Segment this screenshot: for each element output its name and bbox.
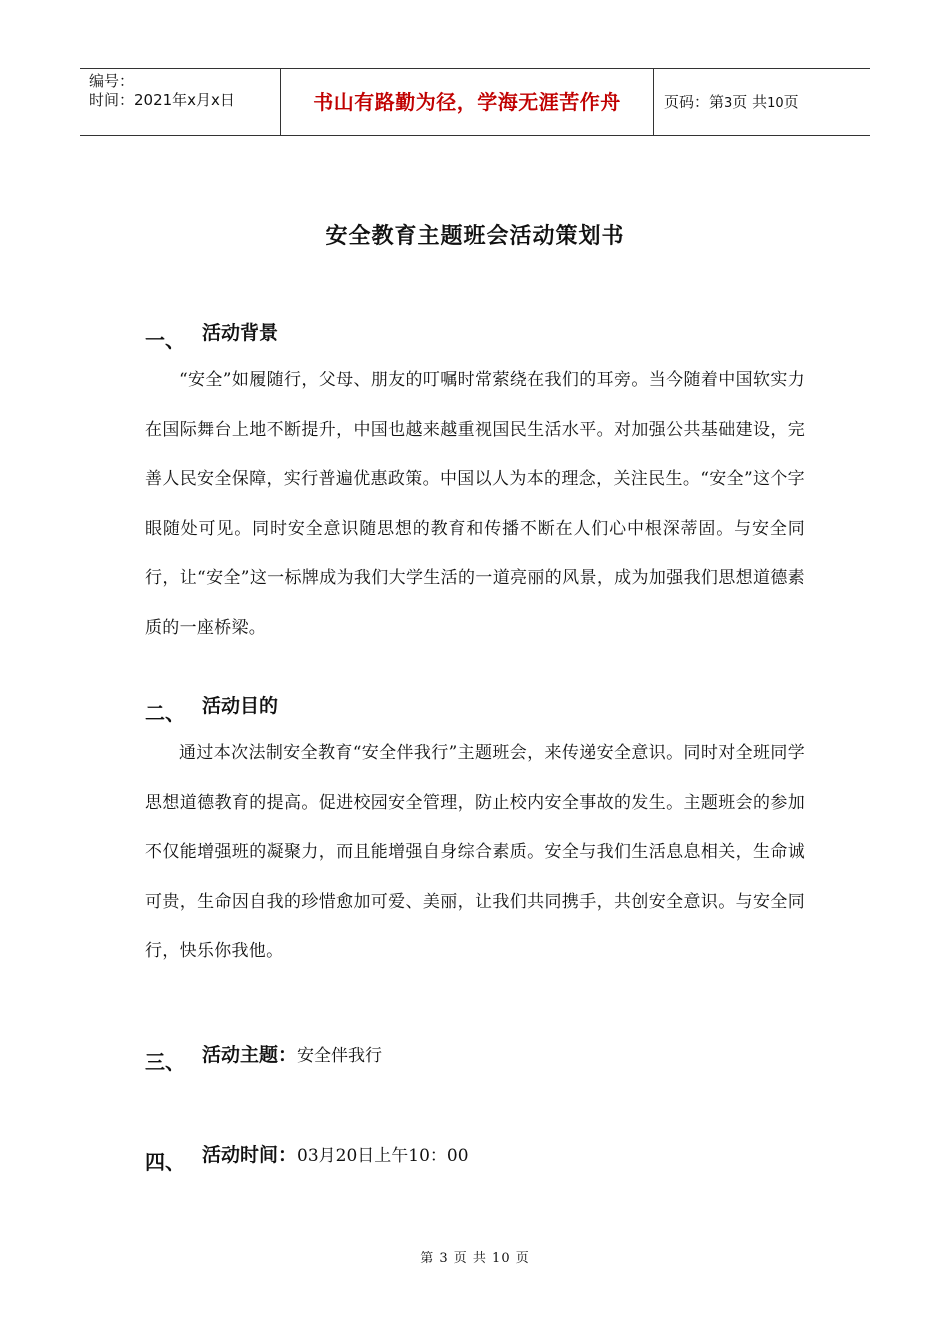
time-label: 时间：2021年x月x日: [89, 91, 235, 109]
document-title: 安全教育主题班会活动策划书: [325, 224, 625, 249]
number-label: 编号：: [89, 72, 135, 90]
section-label: 活动时间：: [202, 1144, 298, 1166]
header-page-info: [654, 69, 870, 135]
page-header: [80, 68, 870, 136]
section-title: 活动目的: [202, 695, 279, 717]
section-body-background: “安全”如履随行，父母、朋友的叮嘱时常萦绕在我们的耳旁。当今随着中国软实力在国际舞台上地不断提升，中国也越来越重视国民生活水平。对加强公共基础建设，完善人民安全保障，实行普遍优惠政策。中国以人为本的理念，关注民生。“安全”这个字眼随处可见。同时安全意识随思想的教育和传播不断在人们心中根深蒂固。与安全同行，让“安全”这一标牌成为我们大学生活的一道亮丽的风景，成为加强我们思想道德素质的一座桥梁。: [145, 370, 805, 638]
page-current: 3: [724, 96, 733, 111]
page-footer: 第 3 页 共 10 页: [420, 1251, 530, 1266]
page-total: 10: [767, 96, 784, 111]
section-body-purpose: 通过本次法制安全教育“安全伴我行”主题班会，来传递安全意识。同时对全班同学思想道德教育的提高。促进校园安全管理，防止校内安全事故的发生。主题班会的参加不仅能增强班的凝聚力，而且能增强自身综合素质。安全与我们生活息息相关，生命诚可贵，生命因自我的珍惜愈加可爱、美丽，让我们共同携手，共创安全意识。与安全同行，快乐你我他。: [145, 743, 805, 961]
section-numeral: 三、: [145, 1050, 185, 1074]
section-value: 03月20日上午10：00: [297, 1146, 469, 1166]
section-title: [202, 1140, 469, 1167]
header-meta: [80, 69, 281, 135]
section-numeral: 四、: [145, 1150, 185, 1174]
section-value: 安全伴我行: [297, 1046, 383, 1066]
section-title: 活动背景: [202, 322, 279, 344]
section-label: 活动主题：: [202, 1044, 298, 1066]
page-info-prefix: 页码：第: [664, 93, 725, 111]
section-numeral: 二、: [145, 701, 185, 725]
section-numeral: 一、: [145, 328, 185, 352]
page-info-mid: 页 共: [732, 93, 768, 111]
section-title: [202, 1040, 382, 1067]
header-motto: 书山有路勤为径，学海无涯苦作舟: [281, 69, 654, 135]
page-info-suffix: 页: [783, 93, 799, 111]
